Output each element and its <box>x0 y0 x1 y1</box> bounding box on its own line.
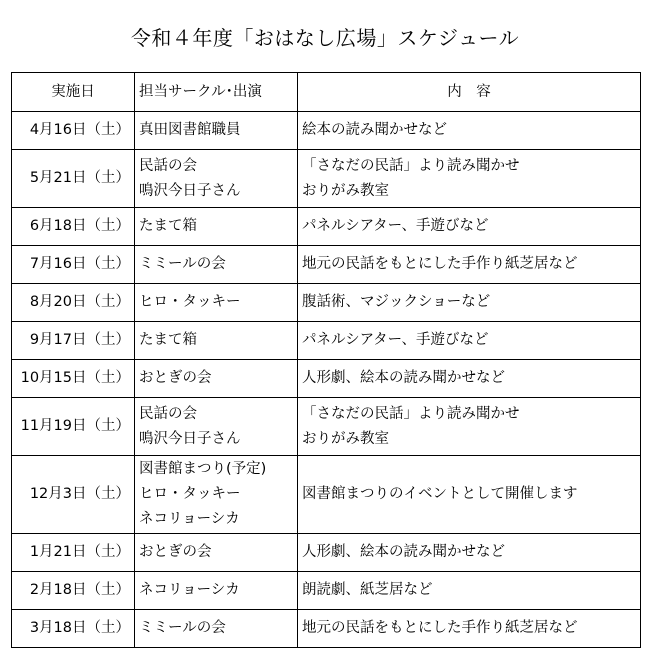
event-performers <box>135 398 298 456</box>
event-content <box>298 572 641 610</box>
event-content <box>298 112 641 150</box>
table-row <box>12 360 641 398</box>
event-date: 11月19日（土） <box>12 398 135 456</box>
content-line: おりがみ教室 <box>302 182 389 199</box>
event-content <box>298 456 641 534</box>
event-content <box>298 150 641 208</box>
event-performers <box>135 610 298 648</box>
event-performers <box>135 284 298 322</box>
table-row <box>12 456 641 534</box>
content-line: 地元の民話をもとにした手作り紙芝居など <box>302 256 578 272</box>
performer-name: たまて箱 <box>139 218 197 234</box>
table-row <box>12 534 641 572</box>
performer-name: おとぎの会 <box>139 370 212 386</box>
content-line: 朗読劇、紙芝居など <box>302 582 433 598</box>
table-row <box>12 112 641 150</box>
content-line: 図書館まつりのイベントとして開催します <box>302 486 578 502</box>
performer-name: ヒロ・タッキー <box>139 486 241 502</box>
event-performers <box>135 360 298 398</box>
event-content <box>298 246 641 284</box>
table-row <box>12 246 641 284</box>
event-date: 9月17日（土） <box>12 322 135 360</box>
performer-name: ネコリョーシカ <box>139 511 240 527</box>
performer-name: おとぎの会 <box>139 544 212 560</box>
content-line: 地元の民話をもとにした手作り紙芝居など <box>302 620 578 636</box>
header-performer: 担当サークル･出演 <box>135 73 298 112</box>
event-date: 12月3日（土） <box>12 456 135 534</box>
table-row <box>12 572 641 610</box>
table-row <box>12 208 641 246</box>
table-row <box>12 398 641 456</box>
schedule-body <box>12 112 641 648</box>
event-performers <box>135 456 298 534</box>
event-performers <box>135 572 298 610</box>
table-row <box>12 610 641 648</box>
schedule-table <box>11 72 641 648</box>
performer-name: たまて箱 <box>139 332 197 348</box>
event-content <box>298 360 641 398</box>
event-performers <box>135 208 298 246</box>
event-date: 5月21日（土） <box>12 150 135 208</box>
event-content <box>298 284 641 322</box>
performer-name: 民話の会 <box>139 405 197 422</box>
event-performers <box>135 534 298 572</box>
event-date: 10月15日（土） <box>12 360 135 398</box>
performer-name: 民話の会 <box>139 157 197 174</box>
content-line: パネルシアター、手遊びなど <box>302 218 489 234</box>
event-performers <box>135 246 298 284</box>
event-date: 2月18日（土） <box>12 572 135 610</box>
content-line: 絵本の読み聞かせなど <box>302 122 447 138</box>
content-line: 人形劇、絵本の読み聞かせなど <box>302 370 505 386</box>
event-date: 1月21日（土） <box>12 534 135 572</box>
event-content <box>298 610 641 648</box>
performer-name: 図書館まつり(予定) <box>139 461 267 477</box>
page-title: 令和４年度「おはなし広場」スケジュール <box>130 26 520 50</box>
event-content <box>298 534 641 572</box>
content-line: パネルシアター、手遊びなど <box>302 332 489 348</box>
event-content <box>298 398 641 456</box>
content-line: 腹話術、マジックショーなど <box>302 294 491 310</box>
event-content <box>298 208 641 246</box>
event-date: 6月18日（土） <box>12 208 135 246</box>
header-date: 実施日 <box>12 73 135 112</box>
table-row <box>12 322 641 360</box>
event-date: 7月16日（土） <box>12 246 135 284</box>
table-row <box>12 150 641 208</box>
event-date: 3月18日（土） <box>12 610 135 648</box>
performer-name: ヒロ・タッキー <box>139 294 241 310</box>
event-performers <box>135 150 298 208</box>
content-line: 「さなだの民話」より読み聞かせ <box>302 405 520 422</box>
event-content <box>298 322 641 360</box>
event-date: 4月16日（土） <box>12 112 135 150</box>
content-line: 「さなだの民話」より読み聞かせ <box>302 157 520 174</box>
event-performers <box>135 112 298 150</box>
header-row <box>12 73 641 112</box>
performer-name: ミミールの会 <box>139 620 226 636</box>
content-line: 人形劇、絵本の読み聞かせなど <box>302 544 505 560</box>
event-date: 8月20日（土） <box>12 284 135 322</box>
performer-name: 真田図書館職員 <box>139 122 241 138</box>
performer-name: ミミールの会 <box>139 256 226 272</box>
performer-name: ネコリョーシカ <box>139 582 240 598</box>
performer-name: 鳴沢今日子さん <box>139 430 241 447</box>
event-performers <box>135 322 298 360</box>
performer-name: 鳴沢今日子さん <box>139 182 241 199</box>
header-content: 内 容 <box>298 73 641 112</box>
content-line: おりがみ教室 <box>302 430 389 447</box>
table-row <box>12 284 641 322</box>
